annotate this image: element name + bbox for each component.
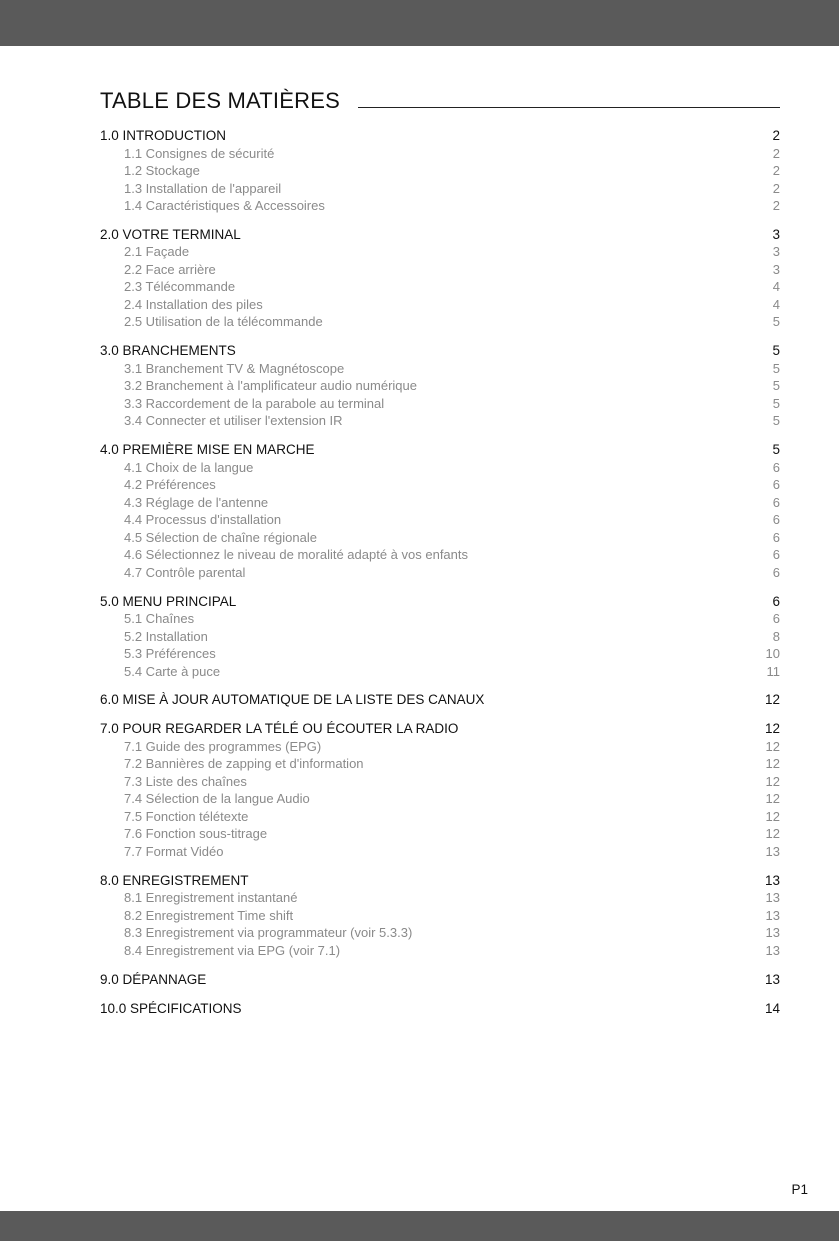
toc-subsection-title: 3.2 Branchement à l'amplificateur audio numérique xyxy=(124,378,417,394)
toc-subsection-page: 13 xyxy=(765,907,780,923)
toc-subsection-title: 4.6 Sélectionnez le niveau de moralité adapté à vos enfants xyxy=(124,547,469,563)
toc-subsection-title: 7.3 Liste des chaînes xyxy=(124,773,247,789)
toc-subsection-page: 12 xyxy=(765,791,780,807)
toc-subsection-page: 5 xyxy=(772,413,780,429)
toc-subsection-entry[interactable] xyxy=(100,546,780,564)
toc-subsection-title: 2.3 Télécommande xyxy=(124,279,236,295)
toc-subsection-page: 6 xyxy=(772,512,780,528)
toc-subsection-entry[interactable] xyxy=(100,610,780,628)
toc-section-title: 7.0 POUR REGARDER LA TÉLÉ OU ÉCOUTER LA RADIO xyxy=(100,721,459,737)
toc-section xyxy=(100,342,780,430)
toc-subsection-title: 8.3 Enregistrement via programmateur (voir 5.3.3) xyxy=(124,925,413,941)
toc-section xyxy=(100,226,780,331)
toc-section xyxy=(100,593,780,681)
toc-subsection-entry[interactable] xyxy=(100,942,780,960)
toc-subsection-title: 2.5 Utilisation de la télécommande xyxy=(124,314,323,330)
toc-section-page: 3 xyxy=(772,226,780,242)
toc-subsection-page: 13 xyxy=(765,942,780,958)
toc-subsection-entry[interactable] xyxy=(100,924,780,942)
toc-section xyxy=(100,441,780,581)
toc-subsection-entry[interactable] xyxy=(100,180,780,198)
toc-section-entry[interactable] xyxy=(100,593,780,611)
toc-subsection-page: 12 xyxy=(765,826,780,842)
toc-subsection-title: 2.1 Façade xyxy=(124,244,190,260)
toc-subsection-title: 7.6 Fonction sous-titrage xyxy=(124,826,268,842)
toc-section-title: 8.0 ENREGISTREMENT xyxy=(100,872,249,888)
toc-subsection-title: 5.3 Préférences xyxy=(124,646,216,662)
toc-title-row xyxy=(100,84,780,114)
toc-subsection-entry[interactable] xyxy=(100,313,780,331)
toc-subsection-title: 5.1 Chaînes xyxy=(124,611,195,627)
toc-subsection-page: 8 xyxy=(772,628,780,644)
toc-subsection-entry[interactable] xyxy=(100,145,780,163)
toc-section-entry[interactable] xyxy=(100,441,780,459)
toc-section xyxy=(100,691,780,709)
toc-subsection-page: 4 xyxy=(772,279,780,295)
toc-subsection-title: 4.2 Préférences xyxy=(124,477,216,493)
toc-subsection-entry[interactable] xyxy=(100,843,780,861)
toc-subsection-page: 6 xyxy=(772,459,780,475)
toc-subsection-entry[interactable] xyxy=(100,889,780,907)
toc-subsection-entry[interactable] xyxy=(100,476,780,494)
toc-subsection-title: 7.5 Fonction télétexte xyxy=(124,808,249,824)
toc-subsection-entry[interactable] xyxy=(100,197,780,215)
title-rule xyxy=(358,107,780,108)
toc-subsection-entry[interactable] xyxy=(100,412,780,430)
toc-section xyxy=(100,1000,780,1018)
toc-subsection-entry[interactable] xyxy=(100,773,780,791)
toc-subsection-entry[interactable] xyxy=(100,645,780,663)
toc-section-title: 5.0 MENU PRINCIPAL xyxy=(100,593,237,609)
toc-subsection-entry[interactable] xyxy=(100,377,780,395)
toc-subsection-page: 3 xyxy=(772,261,780,277)
toc-subsection-page: 6 xyxy=(772,547,780,563)
toc-subsection-entry[interactable] xyxy=(100,907,780,925)
toc-subsection-page: 2 xyxy=(772,145,780,161)
toc-subsection-title: 7.1 Guide des programmes (EPG) xyxy=(124,738,322,754)
footer-bar xyxy=(0,1211,839,1241)
toc-subsection-page: 5 xyxy=(772,378,780,394)
toc-section-entry[interactable] xyxy=(100,691,780,709)
toc-section-title: 1.0 INTRODUCTION xyxy=(100,128,227,143)
toc-subsection-title: 1.4 Caractéristiques & Accessoires xyxy=(124,198,325,213)
toc-section-page: 5 xyxy=(772,343,780,359)
toc-section-page: 13 xyxy=(764,872,780,888)
toc-subsection-title: 2.2 Face arrière xyxy=(124,261,216,277)
toc-subsection-page: 12 xyxy=(765,756,780,772)
toc-subsection-title: 7.4 Sélection de la langue Audio xyxy=(124,791,310,807)
toc-section-title: 9.0 DÉPANNAGE xyxy=(100,971,207,987)
toc-subsection-title: 8.4 Enregistrement via EPG (voir 7.1) xyxy=(124,942,341,958)
toc-subsection-page: 10 xyxy=(765,646,780,662)
toc-subsection-entry[interactable] xyxy=(100,790,780,808)
toc-subsection-entry[interactable] xyxy=(100,808,780,826)
toc-section-page: 14 xyxy=(764,1000,780,1016)
toc-subsection-page: 5 xyxy=(772,360,780,376)
toc-subsection-entry[interactable] xyxy=(100,511,780,529)
toc-section xyxy=(100,127,780,215)
toc-subsection-page: 2 xyxy=(772,198,780,213)
toc-subsection-entry[interactable] xyxy=(100,564,780,582)
toc-subsection-entry[interactable] xyxy=(100,628,780,646)
page-number: P1 xyxy=(791,1182,808,1197)
toc-subsection-page: 4 xyxy=(772,296,780,312)
toc-subsection-page: 3 xyxy=(772,244,780,260)
toc-subsection-title: 4.4 Processus d'installation xyxy=(124,512,282,528)
toc-subsection-title: 3.3 Raccordement de la parabole au terminal xyxy=(124,395,385,411)
toc-subsection-title: 5.2 Installation xyxy=(124,628,208,644)
toc-subsection-page: 2 xyxy=(772,163,780,178)
toc-subsection-page: 6 xyxy=(772,564,780,580)
table-of-contents xyxy=(100,127,780,1028)
toc-section-entry[interactable] xyxy=(100,342,780,360)
toc-subsection-title: 7.2 Bannières de zapping et d'information xyxy=(124,756,364,772)
toc-section-page: 12 xyxy=(764,721,780,737)
toc-subsection-entry[interactable] xyxy=(100,738,780,756)
toc-subsection-page: 5 xyxy=(772,395,780,411)
toc-subsection-page: 6 xyxy=(772,477,780,493)
page-title: TABLE DES MATIÈRES xyxy=(100,88,340,113)
toc-subsection-title: 7.7 Format Vidéo xyxy=(124,843,224,859)
toc-section-title: 10.0 SPÉCIFICATIONS xyxy=(100,1000,242,1016)
toc-subsection-page: 12 xyxy=(765,808,780,824)
toc-section-entry[interactable] xyxy=(100,872,780,890)
toc-section-title: 2.0 VOTRE TERMINAL xyxy=(100,226,241,242)
toc-subsection-title: 4.5 Sélection de chaîne régionale xyxy=(124,529,317,545)
toc-subsection-title: 4.3 Réglage de l'antenne xyxy=(124,494,269,510)
toc-section-title: 3.0 BRANCHEMENTS xyxy=(100,343,236,359)
toc-subsection-entry[interactable] xyxy=(100,825,780,843)
toc-subsection-entry[interactable] xyxy=(100,243,780,261)
toc-subsection-entry[interactable] xyxy=(100,395,780,413)
toc-subsection-entry[interactable] xyxy=(100,663,780,681)
toc-subsection-title: 3.4 Connecter et utiliser l'extension IR xyxy=(124,413,343,429)
toc-section-title: 6.0 MISE À JOUR AUTOMATIQUE DE LA LISTE DES CANAUX xyxy=(100,692,485,708)
toc-section-page: 6 xyxy=(772,593,780,609)
toc-subsection-page: 6 xyxy=(772,611,780,627)
header-bar xyxy=(0,0,839,46)
toc-subsection-title: 1.2 Stockage xyxy=(124,163,200,178)
toc-section-entry[interactable] xyxy=(100,971,780,989)
toc-subsection-entry[interactable] xyxy=(100,278,780,296)
toc-subsection-title: 1.1 Consignes de sécurité xyxy=(124,145,275,161)
toc-section-page: 2 xyxy=(772,128,780,143)
toc-subsection-page: 13 xyxy=(765,925,780,941)
toc-subsection-title: 4.7 Contrôle parental xyxy=(124,564,246,580)
toc-subsection-title: 5.4 Carte à puce xyxy=(124,663,221,679)
toc-section-entry[interactable] xyxy=(100,127,780,145)
toc-subsection-title: 3.1 Branchement TV & Magnétoscope xyxy=(124,360,345,376)
toc-subsection-entry[interactable] xyxy=(100,755,780,773)
toc-subsection-title: 8.1 Enregistrement instantané xyxy=(124,890,298,906)
toc-subsection-page: 13 xyxy=(765,843,780,859)
toc-section-title: 4.0 PREMIÈRE MISE EN MARCHE xyxy=(100,442,315,458)
toc-section xyxy=(100,971,780,989)
toc-subsection-title: 8.2 Enregistrement Time shift xyxy=(124,907,294,923)
toc-section-entry[interactable] xyxy=(100,226,780,244)
toc-subsection-entry[interactable] xyxy=(100,162,780,180)
toc-subsection-page: 12 xyxy=(765,773,780,789)
toc-section-entry[interactable] xyxy=(100,720,780,738)
toc-subsection-entry[interactable] xyxy=(100,494,780,512)
toc-subsection-page: 2 xyxy=(772,180,780,196)
toc-subsection-entry[interactable] xyxy=(100,296,780,314)
toc-subsection-title: 2.4 Installation des piles xyxy=(124,296,263,312)
toc-subsection-entry[interactable] xyxy=(100,261,780,279)
toc-section-page: 13 xyxy=(764,971,780,987)
toc-subsection-entry[interactable] xyxy=(100,459,780,477)
toc-section xyxy=(100,872,780,960)
toc-section-entry[interactable] xyxy=(100,1000,780,1018)
toc-section-page: 12 xyxy=(764,692,780,708)
toc-section-page: 5 xyxy=(772,442,780,458)
toc-subsection-page: 13 xyxy=(765,890,780,906)
toc-subsection-title: 1.3 Installation de l'appareil xyxy=(124,180,282,196)
toc-subsection-page: 12 xyxy=(765,738,780,754)
toc-subsection-title: 4.1 Choix de la langue xyxy=(124,459,254,475)
toc-subsection-page: 5 xyxy=(772,314,780,330)
toc-subsection-entry[interactable] xyxy=(100,529,780,547)
toc-subsection-page: 6 xyxy=(772,494,780,510)
toc-section xyxy=(100,720,780,860)
toc-subsection-entry[interactable] xyxy=(100,360,780,378)
toc-subsection-page: 11 xyxy=(766,663,780,679)
toc-subsection-page: 6 xyxy=(772,529,780,545)
